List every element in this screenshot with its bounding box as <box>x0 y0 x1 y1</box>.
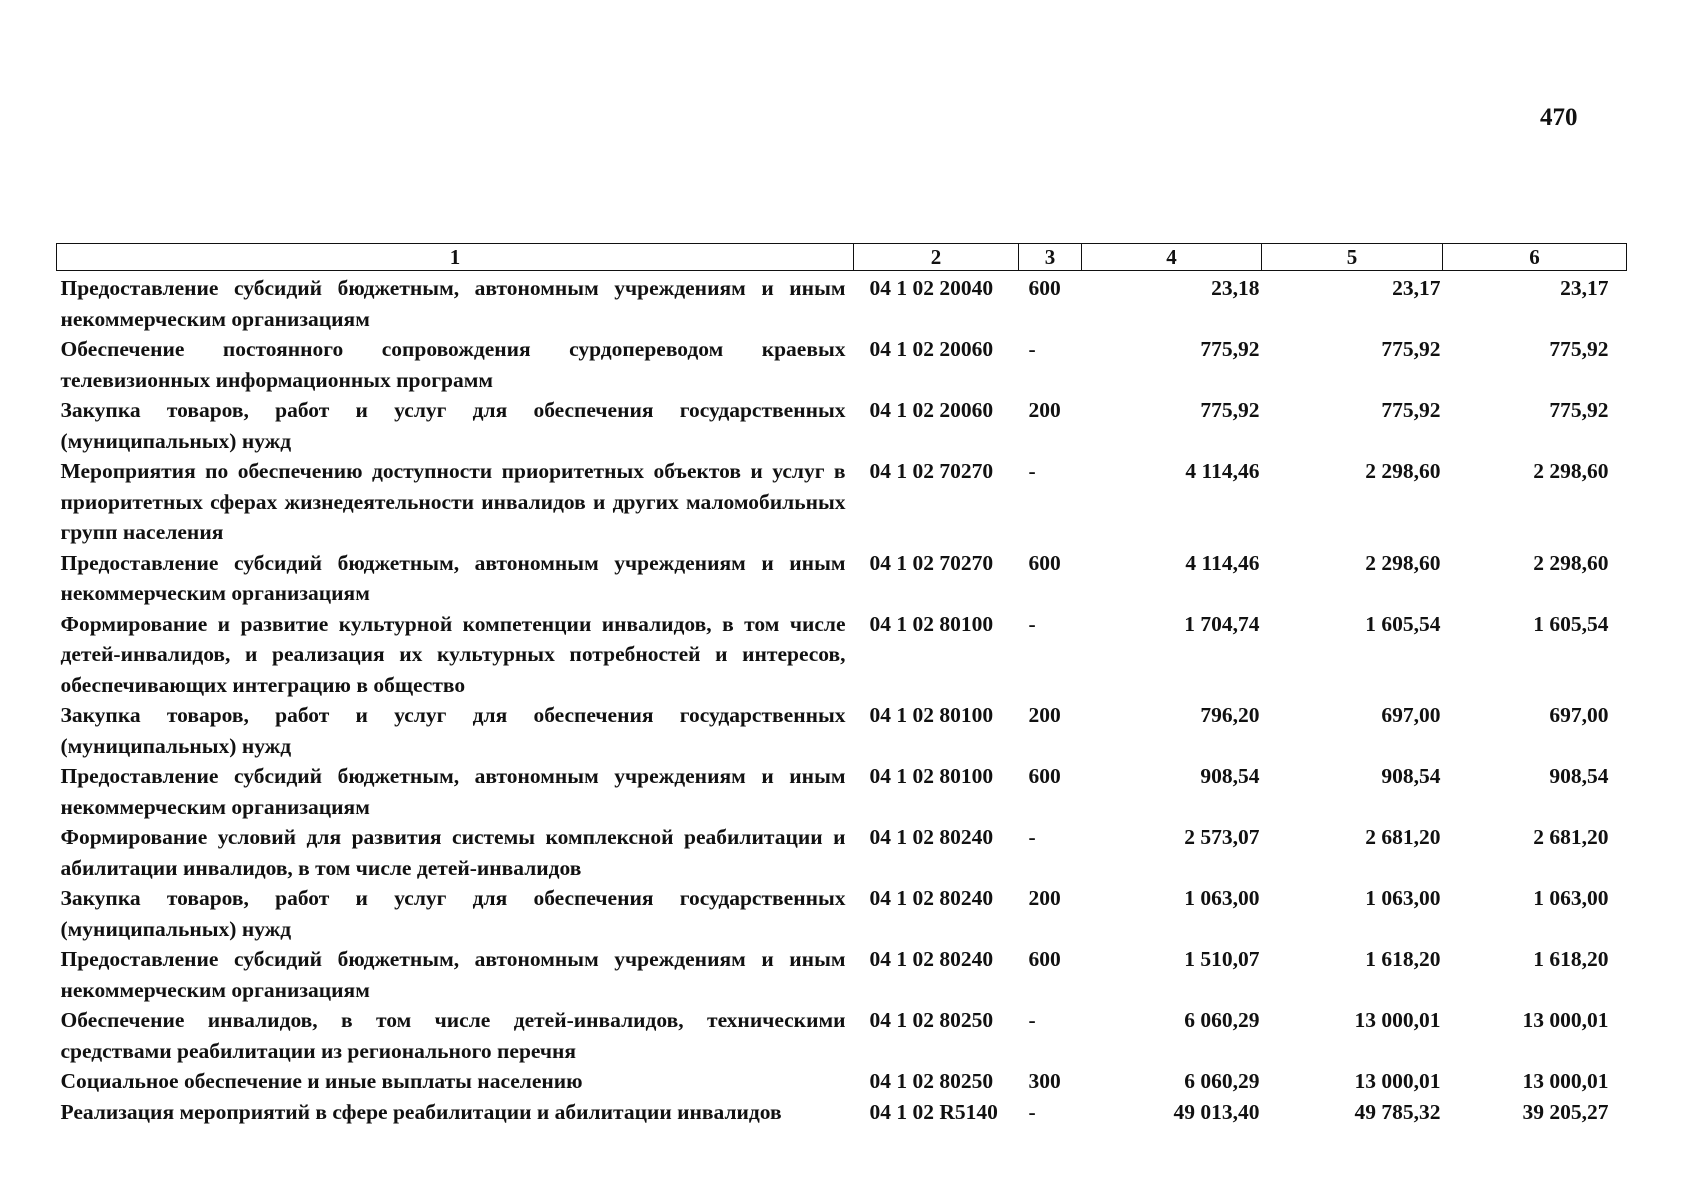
table-row <box>57 1097 1627 1128</box>
row-value-col-6: 775,92 <box>1549 337 1609 361</box>
row-name: Обеспечение постоянного сопровождения сурдопереводом краевых телевизионных информационных программ <box>60 337 846 392</box>
page-number: 470 <box>1540 104 1578 131</box>
row-name: Предоставление субсидий бюджетным, автономным учреждениям и иным некоммерческим организациям <box>60 276 846 331</box>
row-name: Закупка товаров, работ и услуг для обеспечения государственных (муниципальных) нужд <box>60 703 846 758</box>
row-value-col-6: 1 618,20 <box>1533 947 1609 971</box>
table-row <box>57 700 1627 761</box>
row-value-col-6: 1 063,00 <box>1533 886 1609 910</box>
row-value-col-4: 1 510,07 <box>1184 947 1260 971</box>
row-code: 04 1 02 80250 <box>869 1008 994 1032</box>
row-expense-type: - <box>1028 459 1036 483</box>
row-value-col-5: 697,00 <box>1381 703 1441 727</box>
row-value-col-5: 775,92 <box>1381 398 1441 422</box>
row-code: 04 1 02 80240 <box>869 825 994 849</box>
row-value-col-6: 39 205,27 <box>1522 1099 1609 1124</box>
row-code: 04 1 02 70270 <box>869 550 994 575</box>
row-expense-type: 600 <box>1028 276 1061 300</box>
table-row <box>57 456 1627 548</box>
row-value-col-4: 6 060,29 <box>1184 1008 1260 1032</box>
table-row <box>57 1066 1627 1097</box>
table-row <box>57 1005 1627 1066</box>
row-value-col-5: 13 000,01 <box>1354 1008 1441 1032</box>
row-value-col-4: 2 573,07 <box>1184 825 1260 849</box>
row-expense-type: - <box>1028 611 1036 636</box>
row-value-col-5: 908,54 <box>1381 764 1441 788</box>
row-value-col-5: 2 298,60 <box>1365 550 1441 575</box>
row-expense-type: - <box>1028 825 1036 849</box>
row-expense-type: 200 <box>1028 703 1061 727</box>
row-expense-type: 600 <box>1028 550 1061 575</box>
row-code: 04 1 02 20040 <box>869 276 994 300</box>
table-row <box>57 271 1627 335</box>
row-expense-type: - <box>1028 1099 1036 1124</box>
row-name: Предоставление субсидий бюджетным, автономным учреждениям и иным некоммерческим организациям <box>60 947 846 1002</box>
row-value-col-5: 13 000,01 <box>1354 1069 1441 1093</box>
row-value-col-4: 49 013,40 <box>1173 1099 1260 1124</box>
row-code: 04 1 02 80240 <box>869 947 994 971</box>
row-value-col-4: 4 114,46 <box>1185 550 1260 575</box>
table-header <box>57 244 1627 271</box>
row-expense-type: 300 <box>1028 1069 1061 1093</box>
row-name: Реализация мероприятий в сфере реабилитации и абилитации инвалидов <box>60 1099 782 1124</box>
row-value-col-6: 1 605,54 <box>1533 611 1609 636</box>
row-code: 04 1 02 R5140 <box>869 1099 998 1124</box>
header-col-2: 2 <box>854 244 1019 271</box>
row-code: 04 1 02 70270 <box>869 459 994 483</box>
table-row <box>57 883 1627 944</box>
row-value-col-6: 2 681,20 <box>1533 825 1609 849</box>
row-name: Формирование условий для развития системы комплексной реабилитации и абилитации инвалидов, в том числе детей-инвалидов <box>60 825 846 880</box>
table-body <box>57 271 1627 1128</box>
header-col-6: 6 <box>1443 244 1627 271</box>
row-value-col-6: 13 000,01 <box>1522 1008 1609 1032</box>
budget-table <box>56 243 1627 1127</box>
row-value-col-4: 6 060,29 <box>1184 1069 1260 1093</box>
header-col-4: 4 <box>1082 244 1262 271</box>
row-code: 04 1 02 80250 <box>869 1069 994 1093</box>
table-row <box>57 609 1627 701</box>
row-value-col-4: 1 704,74 <box>1184 611 1260 636</box>
row-name: Предоставление субсидий бюджетным, автономным учреждениям и иным некоммерческим организациям <box>60 764 846 819</box>
row-code: 04 1 02 80240 <box>869 886 994 910</box>
row-name: Формирование и развитие культурной компетенции инвалидов, в том числе детей-инвалидов, и реализация их культурных потребностей и интересов, обеспечивающих интеграцию в общество <box>60 611 846 697</box>
row-code: 04 1 02 80100 <box>869 764 994 788</box>
row-name: Социальное обеспечение и иные выплаты населению <box>60 1069 583 1093</box>
row-name: Обеспечение инвалидов, в том числе детей-инвалидов, техническими средствами реабилитации из регионального перечня <box>60 1008 846 1063</box>
row-value-col-5: 775,92 <box>1381 337 1441 361</box>
row-value-col-5: 23,17 <box>1392 276 1441 300</box>
header-col-1: 1 <box>57 244 854 271</box>
row-value-col-4: 775,92 <box>1200 398 1260 422</box>
header-col-3: 3 <box>1019 244 1082 271</box>
row-code: 04 1 02 80100 <box>869 703 994 727</box>
row-value-col-6: 697,00 <box>1549 703 1609 727</box>
row-value-col-6: 908,54 <box>1549 764 1609 788</box>
table-row <box>57 548 1627 609</box>
row-value-col-4: 1 063,00 <box>1184 886 1260 910</box>
table-row <box>57 334 1627 395</box>
row-value-col-6: 23,17 <box>1560 276 1609 300</box>
table-row <box>57 944 1627 1005</box>
row-value-col-5: 1 618,20 <box>1365 947 1441 971</box>
row-value-col-5: 1 605,54 <box>1365 611 1441 636</box>
row-value-col-6: 775,92 <box>1549 398 1609 422</box>
header-row <box>57 244 1627 271</box>
row-value-col-4: 908,54 <box>1200 764 1260 788</box>
table-row <box>57 395 1627 456</box>
row-value-col-6: 2 298,60 <box>1533 459 1609 483</box>
row-value-col-5: 2 681,20 <box>1365 825 1441 849</box>
row-name: Мероприятия по обеспечению доступности приоритетных объектов и услуг в приоритетных сферах жизнедеятельности инвалидов и других маломобильных групп населения <box>60 459 846 544</box>
row-value-col-5: 1 063,00 <box>1365 886 1441 910</box>
row-name: Закупка товаров, работ и услуг для обеспечения государственных (муниципальных) нужд <box>60 398 846 453</box>
row-expense-type: - <box>1028 337 1036 361</box>
row-code: 04 1 02 80100 <box>869 611 994 636</box>
row-value-col-5: 2 298,60 <box>1365 459 1441 483</box>
row-value-col-5: 49 785,32 <box>1354 1099 1441 1124</box>
row-code: 04 1 02 20060 <box>869 337 994 361</box>
row-expense-type: 200 <box>1028 398 1061 422</box>
row-value-col-4: 4 114,46 <box>1185 459 1260 483</box>
row-value-col-6: 2 298,60 <box>1533 550 1609 575</box>
row-value-col-4: 796,20 <box>1200 703 1260 727</box>
header-col-5: 5 <box>1262 244 1443 271</box>
row-expense-type: - <box>1028 1008 1036 1032</box>
row-value-col-6: 13 000,01 <box>1522 1069 1609 1093</box>
row-value-col-4: 23,18 <box>1211 276 1260 300</box>
row-name: Предоставление субсидий бюджетным, автономным учреждениям и иным некоммерческим организациям <box>60 550 846 605</box>
row-name: Закупка товаров, работ и услуг для обеспечения государственных (муниципальных) нужд <box>60 886 846 941</box>
row-expense-type: 600 <box>1028 947 1061 971</box>
row-value-col-4: 775,92 <box>1200 337 1260 361</box>
row-expense-type: 200 <box>1028 886 1061 910</box>
table-row <box>57 761 1627 822</box>
table-row <box>57 822 1627 883</box>
row-expense-type: 600 <box>1028 764 1061 788</box>
row-code: 04 1 02 20060 <box>869 398 994 422</box>
